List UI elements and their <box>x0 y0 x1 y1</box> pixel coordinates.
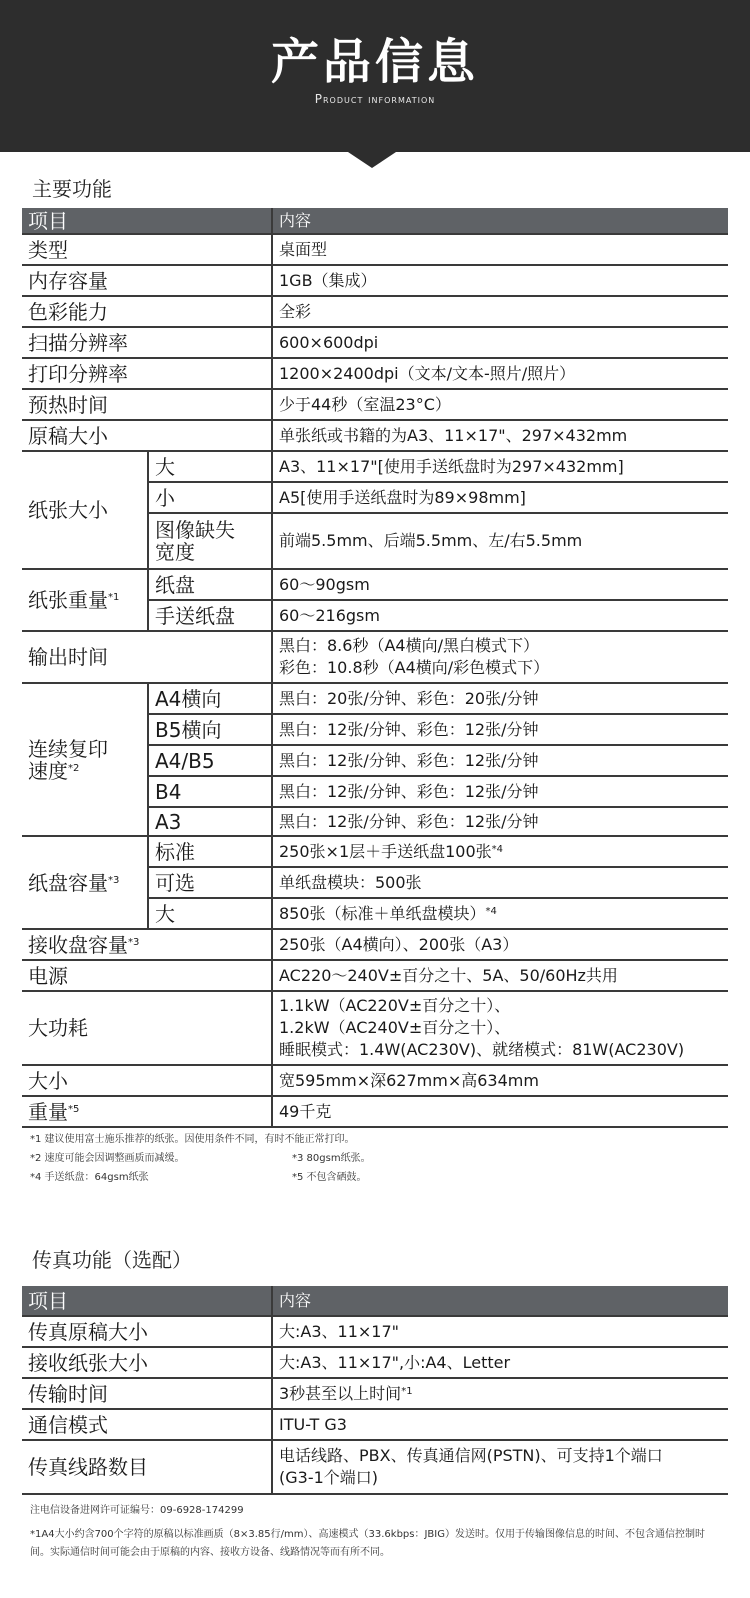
sub-label: A3 <box>148 807 272 836</box>
row-label <box>22 929 272 960</box>
value-line: 彩色：10.8秒（A4横向/彩色模式下） <box>279 658 550 677</box>
value-line: 1.1kW（AC220V±百分之十）、 <box>279 996 511 1015</box>
value-line: 电话线路、PBX、传真通信网(PSTN)、可支持1个端口 <box>279 1446 663 1465</box>
footnote-mark: *3 <box>108 874 120 886</box>
table-row <box>22 929 728 960</box>
note: *5 不包含硒鼓。 <box>292 1172 367 1183</box>
main-section-title: 主要功能 <box>32 177 112 201</box>
table-row <box>22 1409 728 1440</box>
row-value <box>272 631 728 683</box>
row-label: 打印分辨率 <box>22 358 272 389</box>
value-line: 1.2kW（AC240V±百分之十）、 <box>279 1018 511 1037</box>
table-row <box>22 1065 728 1096</box>
row-value: 黑白：12张/分钟、彩色：12张/分钟 <box>272 714 728 745</box>
row-value: 桌面型 <box>272 234 728 265</box>
group-label <box>22 569 148 631</box>
sub-label: 小 <box>148 482 272 513</box>
row-value <box>272 1440 728 1494</box>
row-label: 色彩能力 <box>22 296 272 327</box>
sub-label <box>148 513 272 569</box>
row-value <box>272 991 728 1065</box>
header-notch <box>348 152 396 168</box>
row-label <box>22 1096 272 1127</box>
sub-label: 可选 <box>148 867 272 898</box>
value-line: 黑白：8.6秒（A4横向/黑白模式下） <box>279 636 539 655</box>
sub-label: 标准 <box>148 836 272 867</box>
sub-label: B5横向 <box>148 714 272 745</box>
row-value: 大:A3、11×17" <box>272 1316 728 1347</box>
header-content: 内容 <box>272 1286 728 1316</box>
table-row <box>22 451 728 482</box>
footnote-mark: *1 <box>108 592 120 603</box>
row-label: 类型 <box>22 234 272 265</box>
group-label-line <box>28 760 141 782</box>
group-label-text: 纸盘容量 <box>28 870 108 895</box>
row-label: 大功耗 <box>22 991 272 1065</box>
header-item: 项目 <box>22 1286 272 1316</box>
row-value: 单张纸或书籍的为A3、11×17"、297×432mm <box>272 420 728 451</box>
footnote-mark: *3 <box>128 936 140 948</box>
row-value: 宽595mm×深627mm×高634mm <box>272 1065 728 1096</box>
fax-spec-table <box>22 1286 728 1495</box>
table-row <box>22 389 728 420</box>
table-row <box>22 234 728 265</box>
note-row <box>30 1168 371 1187</box>
footnote-mark: *4 <box>485 905 497 917</box>
note: *4 手送纸盘：64gsm纸张 <box>30 1172 149 1183</box>
table-row <box>22 1347 728 1378</box>
table-header-row <box>22 1286 728 1316</box>
row-label: 电源 <box>22 960 272 991</box>
row-value: 1200×2400dpi（文本/文本-照片/照片） <box>272 358 728 389</box>
table-row <box>22 420 728 451</box>
row-value: 黑白：12张/分钟、彩色：12张/分钟 <box>272 807 728 836</box>
row-value: A5[使用手送纸盘时为89×98mm] <box>272 482 728 513</box>
sub-label: 纸盘 <box>148 569 272 600</box>
row-value: 250张（A4横向）、200张（A3） <box>272 929 728 960</box>
row-label: 原稿大小 <box>22 420 272 451</box>
note-row <box>30 1149 371 1168</box>
row-value: 600×600dpi <box>272 327 728 358</box>
main-spec-table <box>22 208 728 1128</box>
row-value: 全彩 <box>272 296 728 327</box>
row-value: ITU-T G3 <box>272 1409 728 1440</box>
sub-label-line: 宽度 <box>155 540 195 564</box>
row-label: 内存容量 <box>22 265 272 296</box>
table-row <box>22 358 728 389</box>
group-label: 纸张大小 <box>22 451 148 569</box>
row-label-text: 重量 <box>28 1099 68 1124</box>
row-label: 预热时间 <box>22 389 272 420</box>
row-value: 60～90gsm <box>272 569 728 600</box>
row-label: 输出时间 <box>22 631 272 683</box>
row-value: 黑白：20张/分钟、彩色：20张/分钟 <box>272 683 728 714</box>
row-value <box>272 836 728 867</box>
table-row <box>22 631 728 683</box>
footnote-mark: *5 <box>68 1103 80 1115</box>
row-value: 少于44秒（室温23°C） <box>272 389 728 420</box>
sub-label: 大 <box>148 451 272 482</box>
row-value: A3、11×17"[使用手送纸盘时为297×432mm] <box>272 451 728 482</box>
note-row <box>30 1130 371 1149</box>
table-row <box>22 960 728 991</box>
table-row <box>22 683 728 714</box>
row-label: 接收纸张大小 <box>22 1347 272 1378</box>
row-label-text: 接收盘容量 <box>28 932 128 957</box>
row-value: AC220～240V±百分之十、5A、50/60Hz共用 <box>272 960 728 991</box>
note: *1 建议使用富士施乐推荐的纸张。因使用条件不同，有时不能正常打印。 <box>30 1134 355 1145</box>
row-label: 传真原稿大小 <box>22 1316 272 1347</box>
table-row <box>22 296 728 327</box>
table-row <box>22 265 728 296</box>
page-header <box>0 0 750 152</box>
row-label: 大小 <box>22 1065 272 1096</box>
page-subtitle: Product information <box>314 92 436 106</box>
sub-label: B4 <box>148 776 272 807</box>
value-text: 850张（标准＋单纸盘模块） <box>279 903 486 923</box>
row-label: 通信模式 <box>22 1409 272 1440</box>
row-value: 单纸盘模块：500张 <box>272 867 728 898</box>
table-row <box>22 836 728 867</box>
fax-license: 注电信设备进网许可证编号：09-6928-174299 <box>30 1505 244 1516</box>
sub-label: A4横向 <box>148 683 272 714</box>
note: *2 速度可能会因调整画质而减缓。 <box>30 1153 185 1164</box>
table-row <box>22 1378 728 1409</box>
row-value: 49千克 <box>272 1096 728 1127</box>
group-label <box>22 683 148 836</box>
value-line: (G3-1个端口) <box>279 1468 379 1487</box>
group-label-text: 纸张重量 <box>28 588 108 612</box>
row-value: 60～216gsm <box>272 600 728 631</box>
row-value: 1GB（集成） <box>272 265 728 296</box>
row-value: 大:A3、11×17",小:A4、Letter <box>272 1347 728 1378</box>
row-label: 传真线路数目 <box>22 1440 272 1494</box>
row-value: 黑白：12张/分钟、彩色：12张/分钟 <box>272 745 728 776</box>
fax-section-title: 传真功能（选配） <box>32 1248 192 1272</box>
group-label-text: 速度 <box>28 758 68 783</box>
group-label <box>22 836 148 929</box>
header-item: 项目 <box>22 208 272 234</box>
sub-label: 手送纸盘 <box>148 600 272 631</box>
table-row <box>22 1316 728 1347</box>
table-row <box>22 327 728 358</box>
table-row <box>22 569 728 600</box>
row-label: 扫描分辨率 <box>22 327 272 358</box>
sub-label: 大 <box>148 898 272 929</box>
group-label-line: 连续复印 <box>28 736 108 761</box>
header-content: 内容 <box>272 208 728 234</box>
table-row <box>22 1096 728 1127</box>
fax-footnote: *1A4大小约含700个字符的原稿以标准画质（8×3.85行/mm）、高速模式（33.6kbps：JBIG）发送时。仅用于传输图像信息的时间、不包含通信控制时间。实际通信时间可能会由于原稿的内容、接收方设备、线路情况等而有所不同。 <box>30 1529 705 1558</box>
sub-label: A4/B5 <box>148 745 272 776</box>
main-notes <box>30 1130 371 1187</box>
value-line: 睡眠模式：1.4W(AC230V)、就绪模式：81W(AC230V) <box>279 1040 685 1059</box>
value-text: 250张×1层＋手送纸盘100张 <box>279 841 492 861</box>
footnote-mark: *2 <box>68 762 80 774</box>
table-row <box>22 1440 728 1494</box>
note: *3 80gsm纸张。 <box>292 1153 371 1164</box>
row-value <box>272 898 728 929</box>
table-header-row <box>22 208 728 234</box>
row-value: 前端5.5mm、后端5.5mm、左/右5.5mm <box>272 513 728 569</box>
row-label: 传输时间 <box>22 1378 272 1409</box>
row-value: 黑白：12张/分钟、彩色：12张/分钟 <box>272 776 728 807</box>
footnote-mark: *4 <box>491 843 504 855</box>
footnote-mark: *1 <box>401 1385 413 1397</box>
table-row <box>22 991 728 1065</box>
page-title: 产品信息 <box>270 34 479 90</box>
row-value <box>272 1378 728 1409</box>
sub-label-line: 图像缺失 <box>155 518 235 542</box>
value-text: 3秒甚至以上时间 <box>279 1383 402 1403</box>
